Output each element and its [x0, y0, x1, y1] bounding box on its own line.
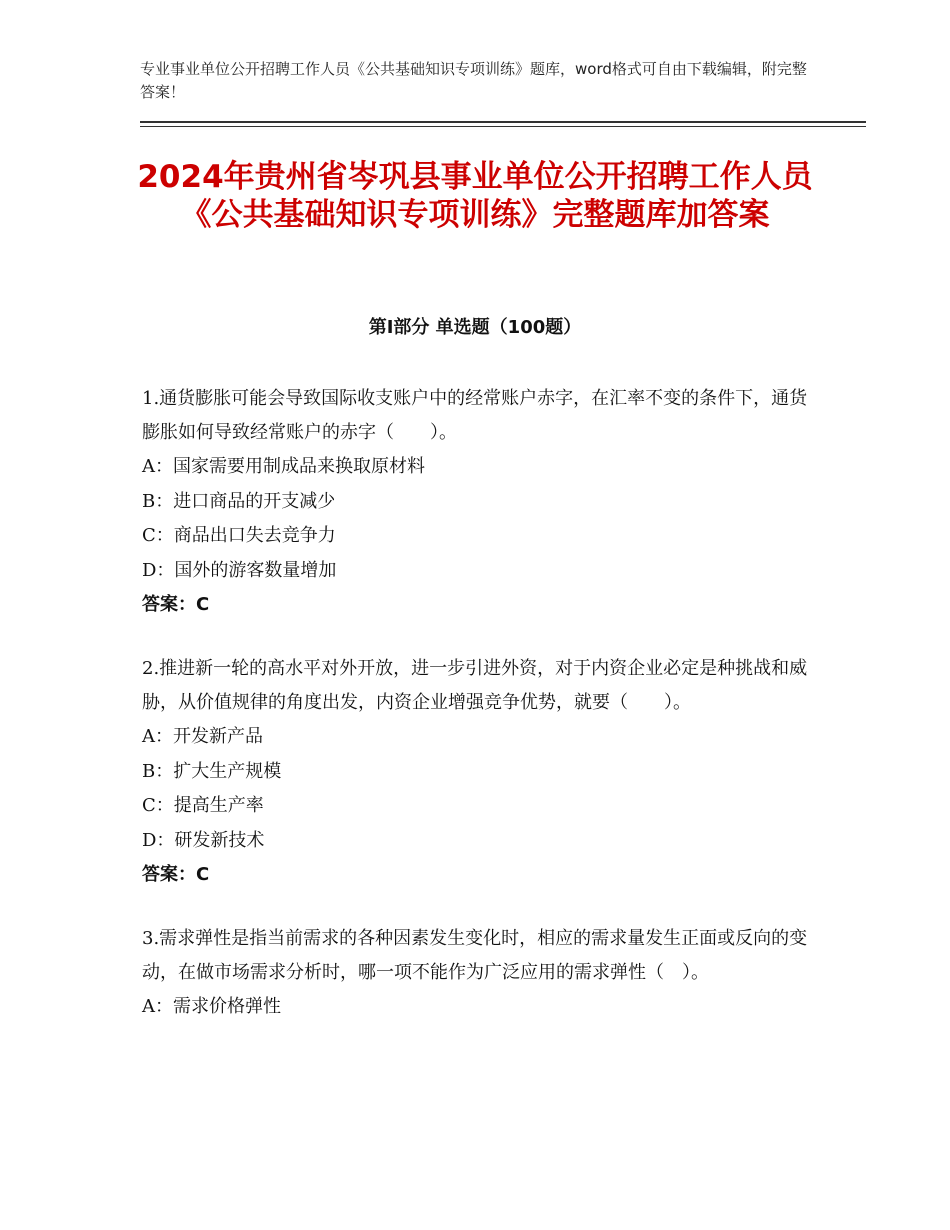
question-answer: 答案：C	[142, 594, 210, 615]
section-title: 第Ⅰ部分 单选题（100题）	[368, 317, 582, 338]
header-rule-thin	[140, 126, 866, 127]
question-option-d: D：国外的游客数量增加	[142, 559, 337, 581]
question-answer: 答案：C	[142, 864, 210, 885]
question-option-a: A：开发新产品	[142, 726, 263, 747]
question-list	[142, 382, 822, 1055]
document-title: 2024年贵州省岑巩县事业单位公开招聘工作人员《公共基础知识专项训练》完整题库加答案	[137, 159, 813, 233]
question-3	[142, 922, 822, 1025]
question-option-c: C：提高生产率	[142, 795, 264, 816]
header-note: 专业事业单位公开招聘工作人员《公共基础知识专项训练》题库，word格式可自由下载编辑，附完整答案！	[140, 60, 807, 101]
question-option-b: B：进口商品的开支减少	[142, 490, 336, 512]
question-stem: 2.推进新一轮的高水平对外开放，进一步引进外资，对于内资企业必定是种挑战和威胁，从价值规律的角度出发，内资企业增强竞争优势，就要（ ）。	[142, 658, 808, 713]
question-option-c: C：商品出口失去竞争力	[142, 525, 336, 546]
header-rule-thick	[140, 121, 866, 123]
question-option-d: D：研发新技术	[142, 829, 265, 851]
question-option-a: A：国家需要用制成品来换取原材料	[142, 456, 425, 477]
question-2	[142, 652, 822, 892]
question-stem: 1.通货膨胀可能会导致国际收支账户中的经常账户赤字，在汇率不变的条件下，通货膨胀如何导致经常账户的赤字（ ）。	[142, 388, 808, 443]
question-stem: 3.需求弹性是指当前需求的各种因素发生变化时，相应的需求量发生正面或反向的变动，在做市场需求分析时，哪一项不能作为广泛应用的需求弹性（ ）。	[142, 928, 808, 983]
question-1	[142, 382, 822, 622]
question-option-a: A：需求价格弹性	[142, 996, 281, 1017]
question-option-b: B：扩大生产规模	[142, 760, 282, 782]
